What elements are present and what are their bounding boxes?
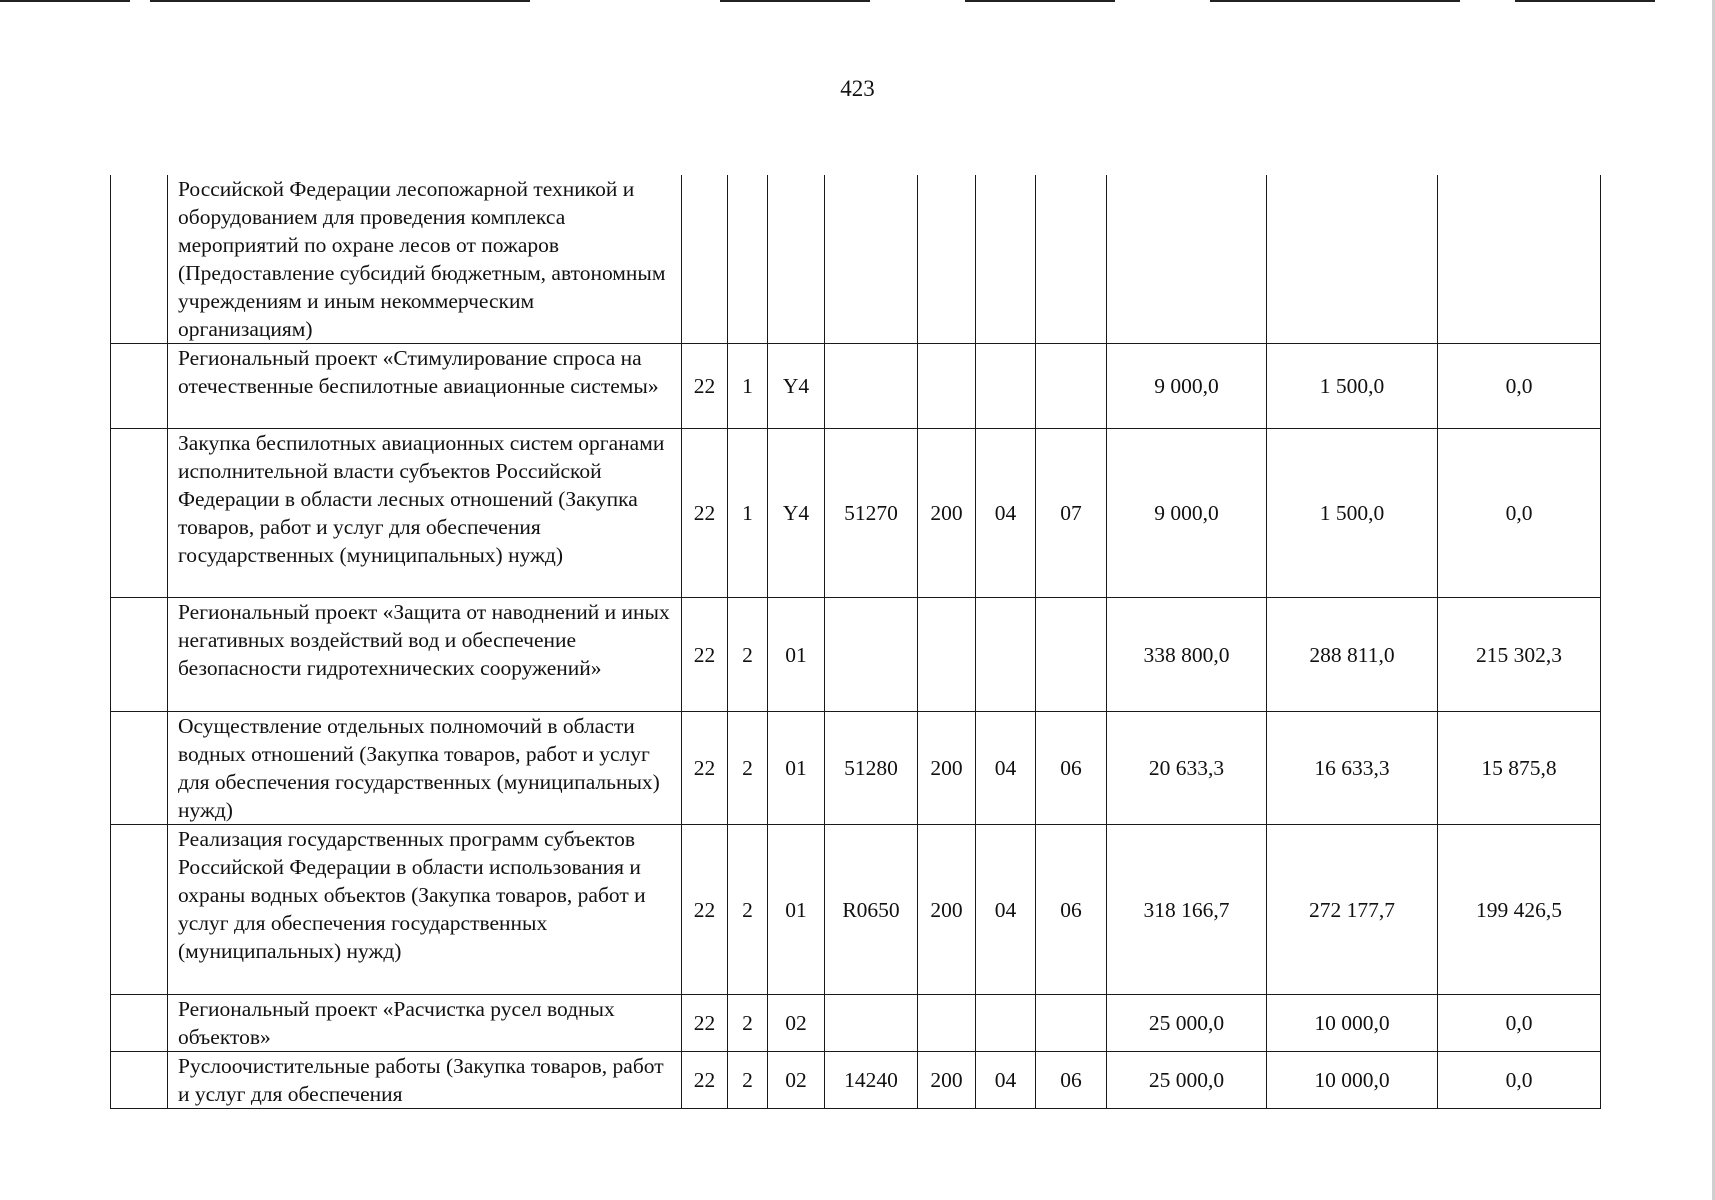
amount-year3-cell: 0,0 [1438, 344, 1601, 429]
amount-year2-cell: 10 000,0 [1267, 995, 1438, 1052]
table-row [111, 1052, 1601, 1109]
row-number-cell [111, 598, 168, 712]
subprogram-code-cell: 1 [728, 344, 768, 429]
table-row [111, 825, 1601, 995]
program-code-cell: 22 [682, 344, 728, 429]
table-row [111, 344, 1601, 429]
top-edge-rule [150, 0, 530, 2]
amount-year2-cell: 10 000,0 [1267, 1052, 1438, 1109]
subprogram-code-cell: 2 [728, 1052, 768, 1109]
top-edge-rule [1515, 0, 1655, 2]
section-cell: 04 [976, 825, 1036, 995]
direction-code-cell [825, 344, 918, 429]
subsection-cell [1036, 995, 1107, 1052]
program-code-cell: 22 [682, 825, 728, 995]
top-edge-rule [965, 0, 1115, 2]
row-number-cell [111, 429, 168, 598]
row-number-cell [111, 1052, 168, 1109]
row-number-cell [111, 175, 168, 344]
budget-table [110, 175, 1601, 1109]
project-code-cell: 02 [768, 1052, 825, 1109]
program-code-cell: 22 [682, 598, 728, 712]
expense-type-cell [918, 344, 976, 429]
table-row [111, 175, 1601, 344]
amount-year1-cell: 318 166,7 [1107, 825, 1267, 995]
direction-code-cell [825, 598, 918, 712]
top-edge-rule [720, 0, 870, 2]
subprogram-code-cell: 1 [728, 429, 768, 598]
subsection-cell [1036, 598, 1107, 712]
section-cell: 04 [976, 712, 1036, 825]
description-cell: Региональный проект «Защита от наводнений и иных негативных воздействий вод и обеспечение безопасности гидротехнических сооружений» [168, 598, 682, 712]
amount-year1-cell: 20 633,3 [1107, 712, 1267, 825]
amount-year2-cell: 1 500,0 [1267, 429, 1438, 598]
row-number-cell [111, 995, 168, 1052]
table-row [111, 598, 1601, 712]
subsection-cell: 07 [1036, 429, 1107, 598]
project-code-cell [768, 175, 825, 344]
amount-year2-cell: 1 500,0 [1267, 344, 1438, 429]
table-row [111, 712, 1601, 825]
expense-type-cell [918, 175, 976, 344]
amount-year3-cell: 0,0 [1438, 995, 1601, 1052]
subsection-cell: 06 [1036, 1052, 1107, 1109]
amount-year2-cell [1267, 175, 1438, 344]
top-edge-rule [1210, 0, 1460, 2]
expense-type-cell [918, 598, 976, 712]
amount-year3-cell: 0,0 [1438, 1052, 1601, 1109]
expense-type-cell: 200 [918, 712, 976, 825]
subsection-cell [1036, 344, 1107, 429]
section-cell: 04 [976, 429, 1036, 598]
top-edge-rule [0, 0, 130, 2]
project-code-cell: 01 [768, 598, 825, 712]
amount-year1-cell: 9 000,0 [1107, 344, 1267, 429]
subprogram-code-cell: 2 [728, 598, 768, 712]
amount-year2-cell: 16 633,3 [1267, 712, 1438, 825]
subsection-cell: 06 [1036, 712, 1107, 825]
page-number: 423 [840, 76, 875, 101]
amount-year3-cell [1438, 175, 1601, 344]
amount-year1-cell: 338 800,0 [1107, 598, 1267, 712]
expense-type-cell: 200 [918, 429, 976, 598]
table-row [111, 995, 1601, 1052]
section-cell [976, 175, 1036, 344]
description-cell: Руслоочистительные работы (Закупка товаров, работ и услуг для обеспечения [168, 1052, 682, 1109]
amount-year3-cell: 15 875,8 [1438, 712, 1601, 825]
expense-type-cell: 200 [918, 1052, 976, 1109]
project-code-cell: 01 [768, 712, 825, 825]
description-cell: Региональный проект «Стимулирование спроса на отечественные беспилотные авиационные системы» [168, 344, 682, 429]
section-cell [976, 344, 1036, 429]
project-code-cell: 02 [768, 995, 825, 1052]
amount-year1-cell: 25 000,0 [1107, 995, 1267, 1052]
project-code-cell: Y4 [768, 429, 825, 598]
description-cell: Региональный проект «Расчистка русел водных объектов» [168, 995, 682, 1052]
description-cell: Закупка беспилотных авиационных систем органами исполнительной власти субъектов Российской Федерации в области лесных отношений (Закупка товаров, работ и услуг для обеспечения государственных (муниципальных) нужд) [168, 429, 682, 598]
program-code-cell [682, 175, 728, 344]
direction-code-cell [825, 995, 918, 1052]
table-row [111, 429, 1601, 598]
program-code-cell: 22 [682, 995, 728, 1052]
amount-year3-cell: 0,0 [1438, 429, 1601, 598]
amount-year3-cell: 215 302,3 [1438, 598, 1601, 712]
amount-year1-cell: 9 000,0 [1107, 429, 1267, 598]
direction-code-cell [825, 175, 918, 344]
program-code-cell: 22 [682, 1052, 728, 1109]
row-number-cell [111, 344, 168, 429]
subprogram-code-cell [728, 175, 768, 344]
description-cell: Реализация государственных программ субъектов Российской Федерации в области использования и охраны водных объектов (Закупка товаров, работ и услуг для обеспечения государственных (муниципальных) нужд) [168, 825, 682, 995]
program-code-cell: 22 [682, 429, 728, 598]
amount-year1-cell: 25 000,0 [1107, 1052, 1267, 1109]
direction-code-cell: 14240 [825, 1052, 918, 1109]
section-cell [976, 995, 1036, 1052]
program-code-cell: 22 [682, 712, 728, 825]
row-number-cell [111, 712, 168, 825]
expense-type-cell: 200 [918, 825, 976, 995]
section-cell [976, 598, 1036, 712]
amount-year3-cell: 199 426,5 [1438, 825, 1601, 995]
project-code-cell: 01 [768, 825, 825, 995]
project-code-cell: Y4 [768, 344, 825, 429]
amount-year2-cell: 272 177,7 [1267, 825, 1438, 995]
expense-type-cell [918, 995, 976, 1052]
amount-year1-cell [1107, 175, 1267, 344]
description-cell: Осуществление отдельных полномочий в области водных отношений (Закупка товаров, работ и услуг для обеспечения государственных (муниципальных) нужд) [168, 712, 682, 825]
subsection-cell: 06 [1036, 825, 1107, 995]
row-number-cell [111, 825, 168, 995]
direction-code-cell: R0650 [825, 825, 918, 995]
amount-year2-cell: 288 811,0 [1267, 598, 1438, 712]
direction-code-cell: 51280 [825, 712, 918, 825]
direction-code-cell: 51270 [825, 429, 918, 598]
subprogram-code-cell: 2 [728, 712, 768, 825]
description-cell: Российской Федерации лесопожарной техникой и оборудованием для проведения комплекса мероприятий по охране лесов от пожаров (Предоставление субсидий бюджетным, автономным учреждениям и иным некоммерческим организациям) [168, 175, 682, 344]
subsection-cell [1036, 175, 1107, 344]
section-cell: 04 [976, 1052, 1036, 1109]
subprogram-code-cell: 2 [728, 995, 768, 1052]
subprogram-code-cell: 2 [728, 825, 768, 995]
